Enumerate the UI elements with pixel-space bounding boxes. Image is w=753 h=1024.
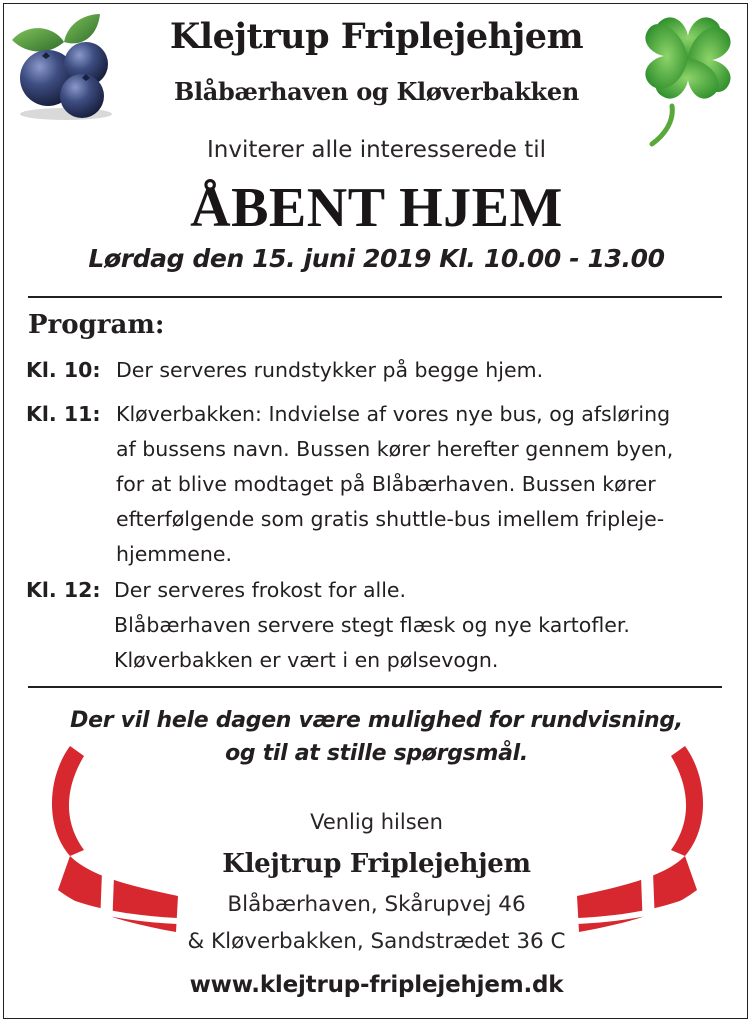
program-description [116,353,728,388]
program-time: Kl. 10: [26,358,101,382]
notice-text [0,704,753,770]
program-line: for at blive modtaget på Blåbærhaven. Bussen kører [116,472,656,496]
website-url: www.klejtrup-friplejehjem.dk [189,972,564,998]
program-line: Der serveres frokost for alle. [114,578,407,602]
program-description [116,397,728,572]
program-time: Kl. 12: [26,578,101,602]
program-heading: Program: [28,310,165,340]
page-title: Klejtrup Friplejehjem [169,16,584,57]
program-description [114,573,726,678]
page-subtitle: Blåbærhaven og Kløverbakken [174,77,579,106]
event-date: Lørdag den 15. juni 2019 Kl. 10.00 - 13.00 [88,244,665,273]
program-line: Kløverbakken: Indvielse af vores nye bus, og afsløring [116,402,671,426]
notice-line: og til at stille spørgsmål. [225,741,528,766]
greeting: Venlig hilsen [310,810,443,834]
notice-line: Der vil hele dagen være mulighed for rundvisning, [70,708,683,733]
program-line: hjemmene. [116,542,232,566]
program-line: efterfølgende som gratis shuttle-bus imellem fripleje- [116,507,665,531]
divider [28,296,722,298]
program-line: Blåbærhaven servere stegt flæsk og nye kartofler. [114,613,630,637]
program-time: Kl. 11: [26,402,101,426]
divider [28,686,722,688]
program-line: Der serveres rundstykker på begge hjem. [116,358,544,382]
address-line: Blåbærhaven, Skårupvej 46 [227,892,526,917]
headline: ÅBENT HJEM [190,177,563,239]
program-line: Kløverbakken er vært i en pølsevogn. [114,648,499,672]
program-line: af bussens navn. Bussen kører herefter gennem byen, [116,437,674,461]
invite-text: Inviterer alle interesserede til [206,137,547,163]
signature-name: Klejtrup Friplejehjem [222,849,531,879]
address-line: & Kløverbakken, Sandstrædet 36 C [187,929,566,954]
